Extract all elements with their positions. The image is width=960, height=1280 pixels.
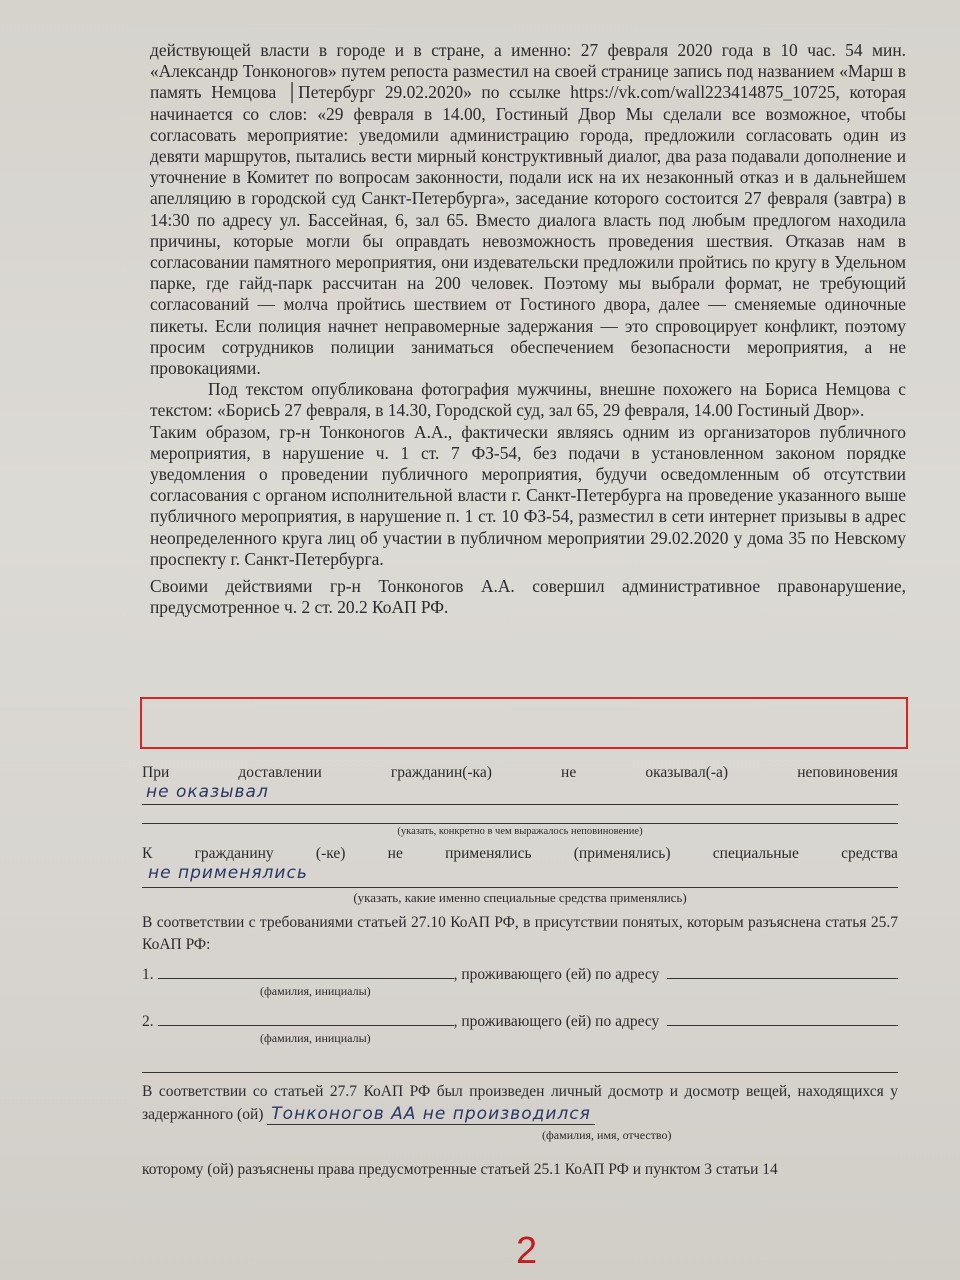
form-word: (-ке) xyxy=(315,845,346,862)
witness-2-name-field xyxy=(158,1009,454,1026)
witness-2-line xyxy=(142,1009,898,1031)
search-intro xyxy=(142,1081,898,1126)
witness-number: 2. xyxy=(142,1013,154,1030)
rights-text: которому (ой) разъяснены права предусмотренные статьей 25.1 КоАП РФ и пунктом 3 статьи 14 xyxy=(142,1161,778,1178)
search-hint: (фамилия, имя, отчество) xyxy=(542,1128,672,1142)
special-means-field xyxy=(142,863,898,888)
paragraph-offense: Своими действиями гр-н Тонконогов А.А. совершил административное правонарушение, предусмотренное ч. 2 ст. 20.2 КоАП РФ. xyxy=(150,576,906,618)
witness-number: 1. xyxy=(142,966,154,983)
form-word: доставлении xyxy=(238,764,322,781)
form-word: гражданин(-ка) xyxy=(390,764,492,781)
form-word: гражданину xyxy=(194,845,274,862)
witness-2-address-field xyxy=(667,1009,898,1026)
handwritten-special-means: не применялись xyxy=(148,863,308,883)
special-means-hint: (указать, какие именно специальные средства применялись) xyxy=(353,890,687,905)
resistance-hint: (указать, конкретно в чем выражалось неповиновение) xyxy=(397,826,643,837)
handwritten-search: Тонконогов АА не производился xyxy=(267,1104,595,1125)
handwritten-resistance: не оказывал xyxy=(146,782,269,802)
document-body xyxy=(150,40,906,618)
witness-1-address-field xyxy=(667,962,898,979)
form-word: специальные xyxy=(712,845,799,862)
form-word: не xyxy=(387,845,403,862)
form-word: При xyxy=(142,764,170,781)
witness-1-hint: (фамилия, инициалы) xyxy=(260,984,371,998)
highlight-box xyxy=(140,697,908,749)
paragraph-repost-text: действующей власти в городе и в стране, а именно: 27 февраля 2020 года в 10 час. 54 мин. «Александр Тонконогов» путем репоста разместил на своей странице запись под названием «Марш в память Немцова │Петербург 29.02.2020» по ссылке https://vk.com/wall223414875_10725, которая начинается со слов: «29 февраля в 14.00, Гостиный Двор Мы сделали все возможное, чтобы согласовать мероприятие: уведомили администрацию города, предложили согласовать один из девяти маршрутов, пытались вести мирный конструктивный диалог, два раза подавали дополнение и уточнение в Комитет по вопросам законности, подали иск на их незаконный отказ и в дальнейшем апелляцию в городской суд Санкт-Петербурга», заседание которого состоится 27 февраля (завтра) в 14:30 по адресу ул. Бассейная, 6, зал 65. Вместо диалога власть под любым предлогом находила причины, которые могли бы оправдать невозможность проведения шествия. Отказав нам в согласовании памятного мероприятия, они издевательски предложили пройтись по кругу в Удельном парке, где гайд-парк рассчитан на 200 человек. Поэтому мы выбрали формат, не требующий согласований — молча пройтись шествием от Гостиного двора, далее — сменяемые одиночные пикеты. Если полиция начнет неправомерные задержания — это спровоцирует конфликт, поэтому просим сотрудников полиции заниматься обеспечением безопасности мероприятия, а не провокациями. xyxy=(150,40,906,379)
witness-1-line xyxy=(142,962,898,984)
special-means-line xyxy=(142,845,898,863)
form-word: неповиновения xyxy=(797,764,898,781)
page-number: 2 xyxy=(516,1230,538,1272)
form-word: К xyxy=(142,845,153,862)
form-word: (применялись) xyxy=(573,845,671,862)
witnesses-intro: В соответствии с требованиями статьей 27.10 КоАП РФ, в присутствии понятых, которым разъяснена статья 25.7 КоАП РФ: xyxy=(142,914,898,953)
resistance-field-line-2 xyxy=(142,805,898,824)
witness-1-name-field xyxy=(158,962,454,979)
resistance-line xyxy=(142,764,898,782)
witness-2-hint: (фамилия, инициалы) xyxy=(260,1031,371,1045)
form-word: средства xyxy=(841,845,898,862)
paragraph-photo-description: Под текстом опубликована фотография мужчины, внешне похожего на Бориса Немцова с текстом: «БорисЬ 27 февраля, в 14.30, Городской суд, зал 65, 29 февраля, 14.00 Гостиный Двор». xyxy=(150,379,906,421)
form-word: не xyxy=(561,764,577,781)
form-word: оказывал(-а) xyxy=(645,764,729,781)
witness-address-label: , проживающего (ей) по адресу xyxy=(453,966,660,983)
detention-form xyxy=(142,764,898,1179)
witness-extra-line xyxy=(142,1046,898,1073)
witness-address-label: , проживающего (ей) по адресу xyxy=(453,1013,660,1030)
form-word: применялись xyxy=(445,845,532,862)
search-intro-text: В соответствии со статьей 27.7 КоАП РФ был произведен личный досмотр и досмотр вещей, находящихся у задержанного (ой) xyxy=(142,1083,898,1123)
paragraph-conclusion: Таким образом, гр-н Тонконогов А.А., фактически являясь одним из организаторов публичного мероприятия, в нарушение ч. 1 ст. 7 ФЗ-54, без подачи в установленном законом порядке уведомления о проведении публичного мероприятия, будучи осведомленным об отсутствии согласования с органом исполнительной власти г. Санкт-Петербурга на проведение указанного выше публичного мероприятия, в нарушение п. 1 ст. 10 ФЗ-54, разместил в сети интернет призывы в адрес неопределенного круга лиц об участии в публичном мероприятии 29.02.2020 у дома 35 по Невскому проспекту г. Санкт-Петербурга. xyxy=(150,421,906,569)
resistance-field xyxy=(142,782,898,805)
